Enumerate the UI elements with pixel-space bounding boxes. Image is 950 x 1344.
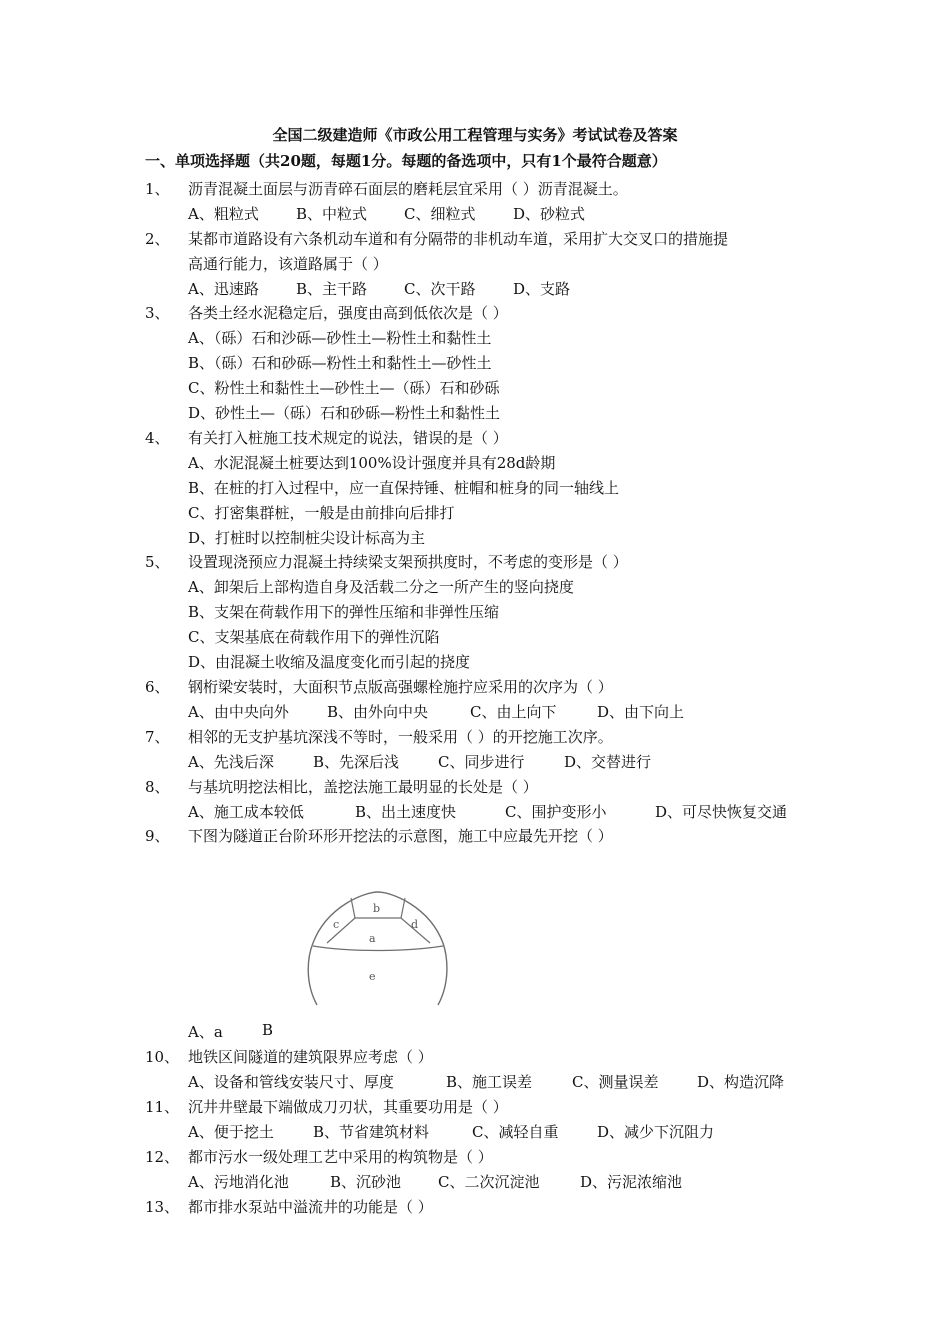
option: B、在桩的打入过程中，应一直保持锤、桩帽和桩身的同一轴线上 bbox=[188, 479, 620, 497]
option: C、次干路 bbox=[404, 280, 476, 298]
question-number: 1、 bbox=[145, 180, 170, 198]
option: B bbox=[262, 1021, 274, 1039]
option: A、由中央向外 bbox=[188, 703, 289, 721]
tunnel-excavation-diagram bbox=[305, 888, 450, 1008]
segment-divider bbox=[351, 898, 355, 918]
option: C、细粒式 bbox=[404, 205, 476, 223]
segment-divider bbox=[401, 898, 405, 918]
option: C、粉性土和黏性土—砂性土—（砾）石和砂砾 bbox=[188, 379, 500, 397]
label-c: c bbox=[333, 918, 340, 931]
question-number: 7、 bbox=[145, 728, 170, 746]
option: D、污泥浓缩池 bbox=[580, 1173, 683, 1191]
question-text: 有关打入桩施工技术规定的说法，错误的是（ ） bbox=[188, 429, 508, 447]
option: C、二次沉淀池 bbox=[438, 1173, 540, 1191]
question-text: 沉井井壁最下端做成刀刃状，其重要功用是（ ） bbox=[188, 1098, 508, 1116]
question-number: 11、 bbox=[145, 1098, 180, 1116]
option: A、便于挖土 bbox=[188, 1123, 274, 1141]
question-number: 10、 bbox=[145, 1048, 180, 1066]
option: D、交替进行 bbox=[564, 753, 652, 771]
option: B、先深后浅 bbox=[313, 753, 400, 771]
option: A、污地消化池 bbox=[188, 1173, 289, 1191]
option: D、构造沉降 bbox=[697, 1073, 785, 1091]
option: C、减轻自重 bbox=[472, 1123, 559, 1141]
option: C、测量误差 bbox=[572, 1073, 659, 1091]
option: A、设备和管线安装尺寸、厚度 bbox=[188, 1073, 394, 1091]
label-b: b bbox=[373, 902, 381, 915]
option: B、支架在荷载作用下的弹性压缩和非弹性压缩 bbox=[188, 603, 500, 621]
question-text: 地铁区间隧道的建筑限界应考虑（ ） bbox=[188, 1048, 433, 1066]
question-number: 4、 bbox=[145, 429, 170, 447]
option: D、由混凝土收缩及温度变化而引起的挠度 bbox=[188, 653, 471, 671]
option: B、中粒式 bbox=[296, 205, 368, 223]
option: C、由上向下 bbox=[470, 703, 557, 721]
option: B、施工误差 bbox=[446, 1073, 533, 1091]
question-text: 下图为隧道正台阶环形开挖法的示意图，施工中应最先开挖（ ） bbox=[188, 827, 613, 845]
option: D、砂粒式 bbox=[513, 205, 586, 223]
question-text: 钢桁梁安装时，大面积节点版高强螺栓施拧应采用的次序为（ ） bbox=[188, 678, 613, 696]
bench-line bbox=[313, 946, 443, 951]
question-text: 各类土经水泥稳定后，强度由高到低依次是（ ） bbox=[188, 304, 508, 322]
option: A、卸架后上部构造自身及活载二分之一所产生的竖向挠度 bbox=[188, 578, 574, 596]
question-number: 8、 bbox=[145, 778, 170, 796]
section-heading: 一、单项选择题（共20题，每题1分。每题的备选项中，只有1个最符合题意） bbox=[145, 152, 667, 170]
option: B、由外向中央 bbox=[327, 703, 429, 721]
option: B、主干路 bbox=[296, 280, 368, 298]
option: B、出土速度快 bbox=[355, 803, 457, 821]
option: C、打密集群桩，一般是由前排向后排打 bbox=[188, 504, 455, 522]
label-d: d bbox=[411, 918, 419, 931]
question-text: 都市排水泵站中溢流井的功能是（ ） bbox=[188, 1198, 433, 1216]
question-text: 沥青混凝土面层与沥青碎石面层的磨耗层宜采用（ ）沥青混凝土。 bbox=[188, 180, 628, 198]
option: A、施工成本较低 bbox=[188, 803, 304, 821]
option: C、同步进行 bbox=[438, 753, 525, 771]
option: C、支架基底在荷载作用下的弹性沉陷 bbox=[188, 628, 440, 646]
option: B、沉砂池 bbox=[330, 1173, 402, 1191]
option: A、a bbox=[188, 1023, 223, 1041]
question-number: 5、 bbox=[145, 553, 170, 571]
option: D、打桩时以控制桩尖设计标高为主 bbox=[188, 529, 426, 547]
option: D、砂性土—（砾）石和砂砾—粉性土和黏性土 bbox=[188, 404, 501, 422]
option: D、减少下沉阻力 bbox=[597, 1123, 715, 1141]
question-text: 设置现浇预应力混凝土持续梁支架预拱度时，不考虑的变形是（ ） bbox=[188, 553, 628, 571]
option: A、粗粒式 bbox=[188, 205, 259, 223]
question-text: 相邻的无支护基坑深浅不等时，一般采用（ ）的开挖施工次序。 bbox=[188, 728, 613, 746]
label-a: a bbox=[369, 932, 376, 945]
option: A、（砾）石和沙砾—砂性土—粉性土和黏性土 bbox=[188, 329, 492, 347]
question-number: 2、 bbox=[145, 230, 170, 248]
option: D、支路 bbox=[513, 280, 571, 298]
question-text-continued: 高通行能力，该道路属于（ ） bbox=[188, 255, 388, 273]
question-number: 13、 bbox=[145, 1198, 180, 1216]
option: A、水泥混凝土桩要达到100%设计强度并具有28d龄期 bbox=[188, 454, 556, 472]
question-text: 某都市道路设有六条机动车道和有分隔带的非机动车道，采用扩大交叉口的措施提 bbox=[188, 230, 729, 248]
question-number: 6、 bbox=[145, 678, 170, 696]
question-text: 与基坑明挖法相比，盖挖法施工最明显的长处是（ ） bbox=[188, 778, 538, 796]
question-number: 3、 bbox=[145, 304, 170, 322]
question-number: 12、 bbox=[145, 1148, 180, 1166]
option: B、（砾）石和砂砾—粉性土和黏性土—砂性土 bbox=[188, 354, 492, 372]
option: D、由下向上 bbox=[597, 703, 685, 721]
question-text: 都市污水一级处理工艺中采用的构筑物是（ ） bbox=[188, 1148, 493, 1166]
option: D、可尽快恢复交通 bbox=[655, 803, 788, 821]
option: A、迅速路 bbox=[188, 280, 259, 298]
label-e: e bbox=[369, 970, 376, 983]
question-number: 9、 bbox=[145, 827, 170, 845]
option: C、围护变形小 bbox=[505, 803, 607, 821]
option: A、先浅后深 bbox=[188, 753, 274, 771]
document-title: 全国二级建造师《市政公用工程管理与实务》考试试卷及答案 bbox=[272, 126, 678, 144]
option: B、节省建筑材料 bbox=[313, 1123, 430, 1141]
